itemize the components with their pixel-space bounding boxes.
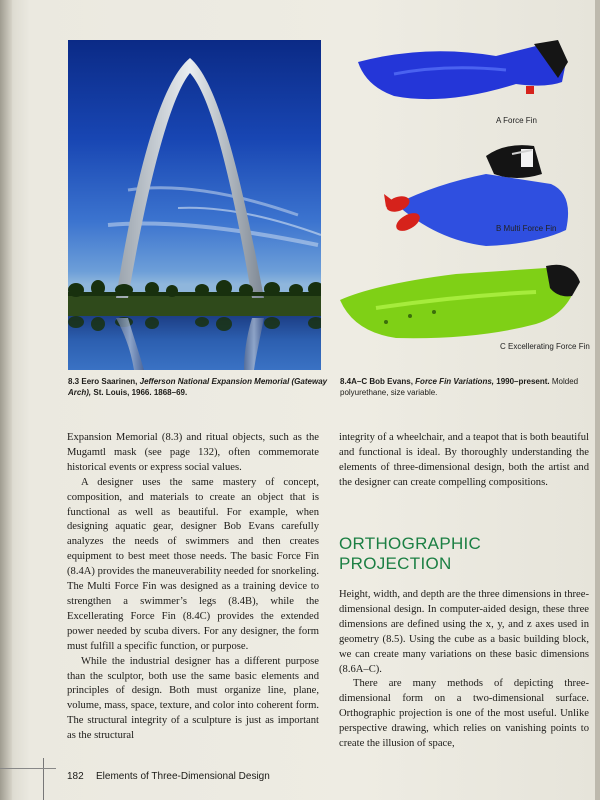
caption-details: St. Louis, 1966. 1868–69. — [93, 387, 188, 397]
fins-caption-details: Molded polyurethane, size variable. — [340, 377, 579, 397]
gateway-arch-photo — [68, 40, 321, 370]
crop-mark-vertical — [43, 758, 44, 800]
paragraph: While the industrial designer has a different purpose than the sculptor, both use the same basic elements and principles of design. Both must organize line, plane, volume, mass, space, texture, and color into coherent form. The structural integrity of a sculpture is just as important as the structural — [67, 655, 319, 742]
running-head: Elements of Three-Dimensional Design — [96, 771, 270, 782]
paragraph: A designer uses the same mastery of concept, composition, and materials to create an object that is functional as well as beautiful. For example, when designing aquatic gear, designer Bob Evans carefully analyzes the needs of swimmers and then creates equipment to best meet those needs. The basic Force Fin (8.4A) provides the maneuverability needed for snorkeling. The Multi Force Fin was designed as a training device to strengthen a swimmer’s legs (8.4B), while the Excellerating Force Fin (8.4C) provides the extended power needed by scuba divers. For any designer, the form must fulfill a specific function, or purpose. — [67, 476, 319, 652]
force-fin-a — [358, 40, 568, 99]
fins-caption-number: 8.4A–C — [340, 377, 368, 386]
crop-mark-horizontal — [0, 768, 56, 769]
caption-artist: Eero Saarinen, — [81, 377, 138, 386]
fin-label-c: C Excellerating Force Fin — [500, 342, 590, 351]
caption-number: 8.3 — [68, 377, 80, 386]
heading-line-2: PROJECTION — [339, 554, 452, 573]
heading-line-1: ORTHOGRAPHIC — [339, 534, 482, 553]
force-fin-images — [336, 34, 596, 374]
fins-caption-artist: Bob Evans, — [369, 377, 413, 386]
fins-caption-date: 1990–present. — [496, 377, 550, 386]
paragraph: Expansion Memorial (8.3) and ritual objects, such as the Mugamtl mask (see page 132), often commemorate historical events or express social values. — [67, 432, 319, 473]
arch-illustration — [68, 40, 321, 370]
photo-caption — [68, 377, 328, 398]
right-text-column-top — [339, 431, 589, 491]
fins-caption — [340, 377, 590, 398]
left-text-column — [67, 431, 319, 744]
fins-illustration — [336, 34, 596, 374]
caption-title: Jefferson National Expansion Memorial (Gateway Arch), — [68, 377, 328, 397]
excellerating-force-fin-c — [340, 265, 580, 339]
paragraph: integrity of a wheelchair, and a teapot that is both beautiful and functional is ideal. By thoroughly understanding the elements of three-dimensional design, both the artist and the designer can create compelling compositions. — [339, 432, 589, 488]
gutter-shadow — [0, 0, 12, 800]
fins-caption-title: Force Fin Variations, — [415, 377, 495, 386]
page-number: 182 — [67, 771, 84, 782]
fin-label-a: A Force Fin — [496, 116, 537, 125]
paragraph: There are many methods of depicting three-dimensional form on a two-dimensional surface. Orthographic projection is one of the most useful. Unlike perspective drawing, which relies on vanishing points to create the illusion of space, — [339, 678, 589, 750]
section-heading — [339, 534, 589, 574]
fin-label-b: B Multi Force Fin — [496, 224, 557, 233]
paragraph: Height, width, and depth are the three dimensions in three-dimensional design. In computer-aided design, these three dimensions are defined using the x, y, and z axes used in geometry (8.5). Using the cube as a basic building block, we can create many variations on these basic dimensions (8.6A–C). — [339, 589, 589, 675]
right-text-column-bottom — [339, 588, 589, 752]
